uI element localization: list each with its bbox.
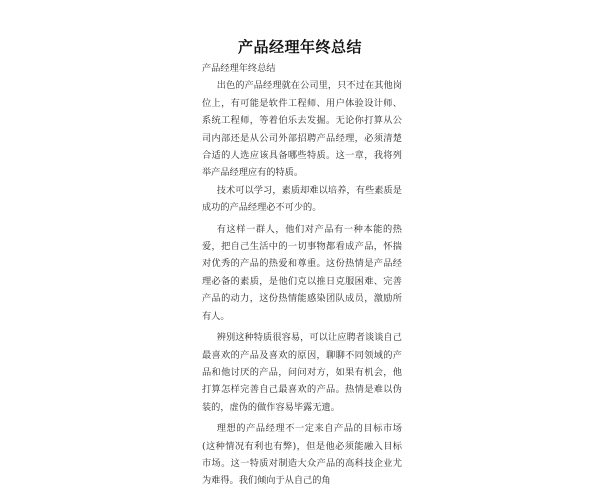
paragraph: 技术可以学习，素质却难以培养，有些素质是成功的产品经理必不可少的。 (202, 184, 402, 214)
document-title: 产品经理年终总结 (237, 38, 362, 56)
paragraph: 有这样一群人，他们对产品有一种本能的热爱，把自己生活中的一切事物都看成产品，怀揣对优秀的产品的热爱和尊重。这份热情是产品经理必备的素质，是他们克以推日克服困难、完善产品的动力，这份热情能感染团队成员，激励所有人。 (202, 223, 402, 322)
document-subtitle: 产品经理年终总结 (202, 63, 276, 74)
paragraph: 辨别这种特质很容易，可以让应聘者谈谈自己最喜欢的产品及喜欢的原因，聊聊不同领域的产品和他讨厌的产品，问问对方，如果有机会，他打算怎样完善自己最喜欢的产品。热情是难以伪装的，虚伪的做作容易毕露无遗。 (202, 332, 402, 413)
paragraph: 出色的产品经理就在公司里，只不过在其他岗位上，有可能是软件工程师、用户体验设计师、系统工程师，等着伯乐去发掘。无论你打算从公司内部还是从公司外部招聘产品经理，必须清楚合适的人选应该具备哪些特质。这一章，我将列举产品经理应有的特质。 (202, 80, 402, 179)
paragraph: 理想的产品经理不一定来自产品的目标市场(这种情况有利也有弊)，但是他必须能融入目标市场。这一特质对制造大众产品的高科技企业尤为难得。我们倾向于从自己的角 (202, 423, 402, 487)
document-body (202, 60, 402, 490)
